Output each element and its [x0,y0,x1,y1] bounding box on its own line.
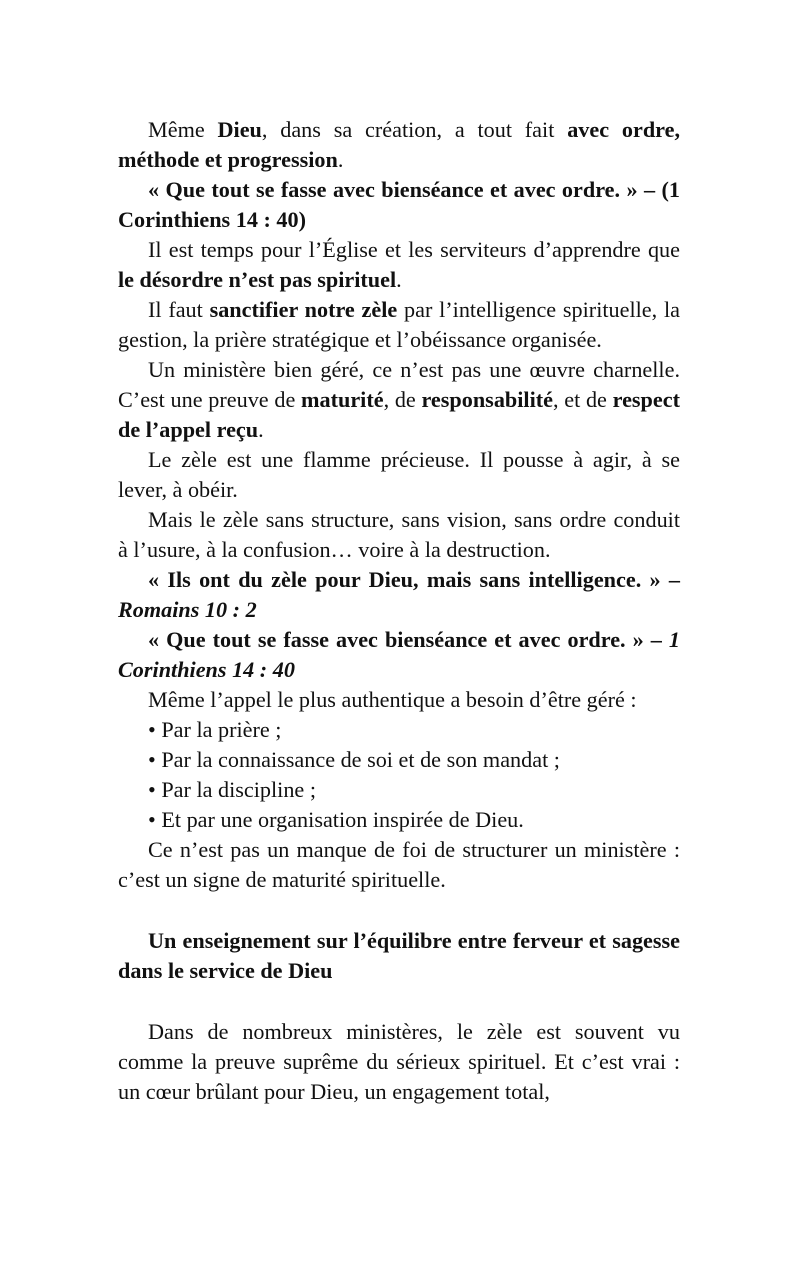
bold-span: le désordre n’est pas spirituel [118,267,397,292]
paragraph-9-quote [118,625,680,685]
text-span: . [396,267,402,292]
bullet-item: • Par la discipline ; [148,777,316,802]
text-span: Mais le zèle sans structure, sans vision, sans ordre conduit à l’usure, à la confusion… voire à la destruction. [118,507,680,562]
text-span: Le zèle est une flamme précieuse. Il pousse à agir, à se lever, à obéir. [118,447,680,502]
paragraph-7 [118,505,680,565]
body-text-continued [118,1017,680,1107]
text-span: par l’intelligence spirituelle, la gestion, la prière stratégique et l’obéissance organisée. [118,297,680,352]
text-span: Ce n’est pas un manque de foi de structurer un ministère : c’est un signe de maturité spirituelle. [118,837,680,892]
bold-span: sanctifier notre zèle [209,297,398,322]
text-span: , et de [552,387,613,412]
bold-span: responsabilité [421,387,553,412]
bold-span: « Que tout se fasse avec bienséance et avec ordre. » – [148,627,669,652]
text-span: , de [383,387,422,412]
paragraph-5 [118,355,680,445]
bullet-item: • Par la connaissance de soi et de son mandat ; [148,747,560,772]
body-text [118,115,680,895]
paragraph-3 [118,235,680,295]
bullet-item: • Par la prière ; [148,717,282,742]
paragraph-8-quote [118,565,680,625]
text-span: Même l’appel le plus authentique a besoin d’être géré : [148,687,637,712]
section-heading: Un enseignement sur l’équilibre entre ferveur et sagesse dans le service de Dieu [118,928,680,983]
scripture-reference: Romains 10 : 2 [118,597,257,622]
final-paragraph: Dans de nombreux ministères, le zèle est souvent vu comme la preuve suprême du sérieux spirituel. Et c’est vrai : un cœur brûlant pour Dieu, un engagement total, [118,1019,680,1104]
paragraph-2-quote [118,175,680,235]
bold-span: avec ordre, méthode et progression [118,117,681,172]
text-span: . [258,417,264,442]
scripture-reference: 1 Corinthiens 14 : 40 [118,627,680,682]
bold-span: « Ils ont du zèle pour Dieu, mais sans intelligence. » – [148,567,680,592]
text-span: . [337,147,344,172]
bold-span: maturité [301,387,384,412]
paragraph-4 [118,295,680,355]
paragraph-1 [118,115,680,175]
paragraph-11 [118,835,680,895]
text-span: Il faut [148,297,210,322]
bold-span: respect de l’appel reçu [118,387,680,442]
bullet-item: • Et par une organisation inspirée de Dieu. [148,807,524,832]
text-span: , dans sa création, a tout fait [261,117,568,142]
bold-span: Dieu [217,117,262,142]
paragraph-6 [118,445,680,505]
text-span: Même [148,117,218,142]
paragraph-10 [118,685,680,715]
bold-span: « Que tout se fasse avec bienséance et avec ordre. » – (1 Corinthiens 14 : 40) [118,177,680,232]
text-span: Un ministère bien géré, ce n’est pas une œuvre charnelle. C’est une preuve de [118,357,680,412]
text-span: Il est temps pour l’Église et les serviteurs d’apprendre que [148,237,680,262]
